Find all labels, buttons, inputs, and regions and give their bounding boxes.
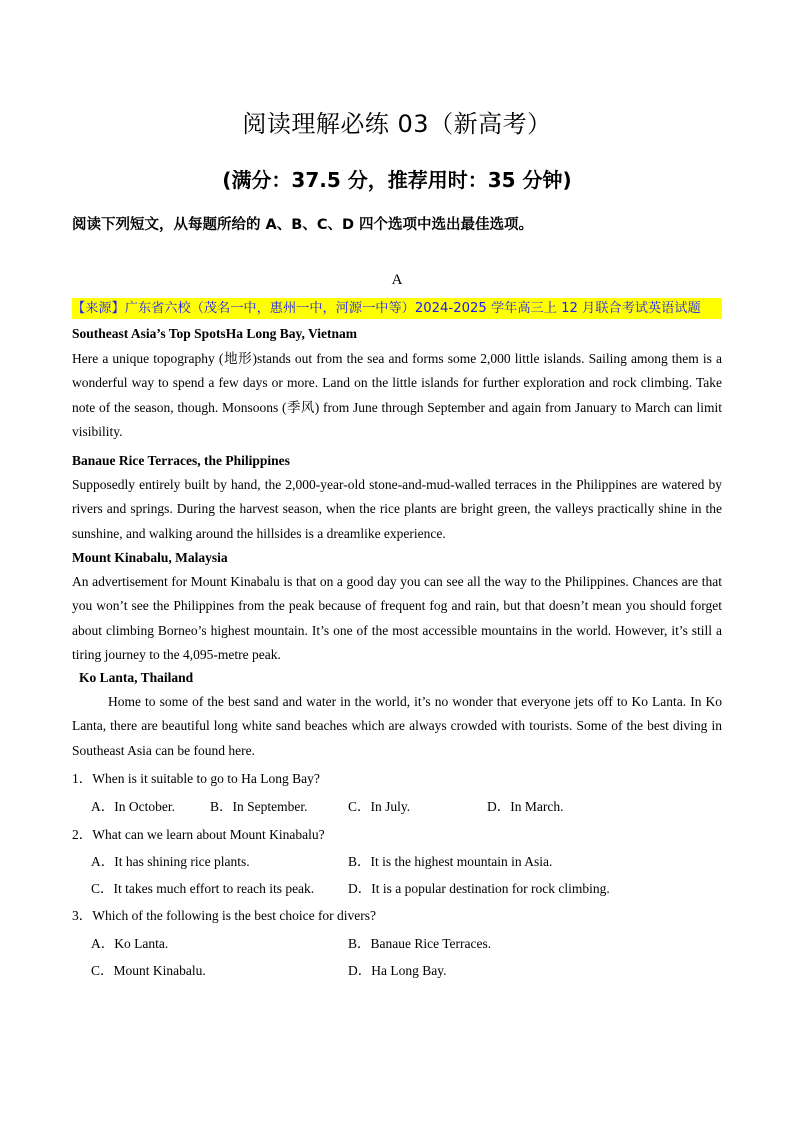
- page-title: 阅读理解必练 03（新高考）: [242, 110, 552, 138]
- passage-heading-banaue: Banaue Rice Terraces, the Philippines: [72, 453, 290, 468]
- passage-text-ha-long-bay: Here a unique topography (地形)stands out from the sea and forms some 2,000 little islands. Sailing among them is a wonderful way to spend a few days or more. Land on the little islands for further exploration and rock climbing. Take note of the season, though. Monsoons (季风) from June through September and again from January to March can limit visibility.: [72, 351, 722, 440]
- section-label: A: [391, 272, 403, 288]
- passage-text-ko-lanta: Home to some of the best sand and water in the world, it’s no wonder that everyone jets off to Ko Lanta. In Ko Lanta, there are beautiful long white sand beaches which are always crowded with tourists. Some of the best diving in Southeast Asia can be found here.: [72, 694, 722, 758]
- q1-option-a: A．In October.: [91, 799, 175, 814]
- q2-option-d: D．It is a popular destination for rock climbing.: [348, 881, 610, 896]
- q1-option-b: B．In September.: [210, 799, 308, 814]
- q2-option-c: C．It takes much effort to reach its peak.: [91, 881, 315, 896]
- score-time-info: (满分：37.5 分，推荐用时：35 分钟): [222, 168, 572, 192]
- q2-option-a: A．It has shining rice plants.: [91, 854, 250, 869]
- q3-option-b: B．Banaue Rice Terraces.: [348, 936, 492, 951]
- instructions: 阅读下列短文，从每题所给的 A、B、C、D 四个选项中选出最佳选项。: [72, 217, 534, 233]
- q3-option-c: C．Mount Kinabalu.: [91, 963, 206, 978]
- passage-text-banaue: Supposedly entirely built by hand, the 2,000-year-old stone-and-mud-walled terraces in the Philippines are watered by rivers and springs. During the harvest season, when the rice plants are bright green, the valleys practically shine in the sunshine, and walking around the hillsides is a dreamlike experience.: [72, 477, 722, 541]
- question-1: 1．When is it suitable to go to Ha Long Bay?: [72, 771, 320, 786]
- question-3: 3．Which of the following is the best choice for divers?: [72, 908, 377, 923]
- passage-text-kinabalu: An advertisement for Mount Kinabalu is that on a good day you can see all the way to the Philippines. Chances are that you won’t see the Philippines from the peak because of frequent fog and rain, but that doesn’t mean you should forget about climbing Borneo’s highest mountain. It’s one of the most accessible mountains in the world. However, it’s still a tiring journey to the 4,095-metre peak.: [72, 574, 722, 663]
- q3-option-a: A．Ko Lanta.: [91, 936, 169, 951]
- passage-heading-ha-long-bay: Southeast Asia’s Top SpotsHa Long Bay, Vietnam: [72, 326, 357, 341]
- source-banner: 【来源】广东省六校（茂名一中，惠州一中，河源一中等）2024-2025 学年高三上 12 月联合考试英语试题: [72, 298, 722, 319]
- question-2: 2．What can we learn about Mount Kinabalu?: [72, 827, 325, 842]
- q1-option-d: D．In March.: [487, 799, 564, 814]
- q2-option-b: B．It is the highest mountain in Asia.: [348, 854, 553, 869]
- q3-option-d: D．Ha Long Bay.: [348, 963, 447, 978]
- passage-heading-kinabalu: Mount Kinabalu, Malaysia: [72, 550, 228, 565]
- passage-heading-ko-lanta: Ko Lanta, Thailand: [79, 670, 194, 685]
- q1-option-c: C．In July.: [348, 799, 411, 814]
